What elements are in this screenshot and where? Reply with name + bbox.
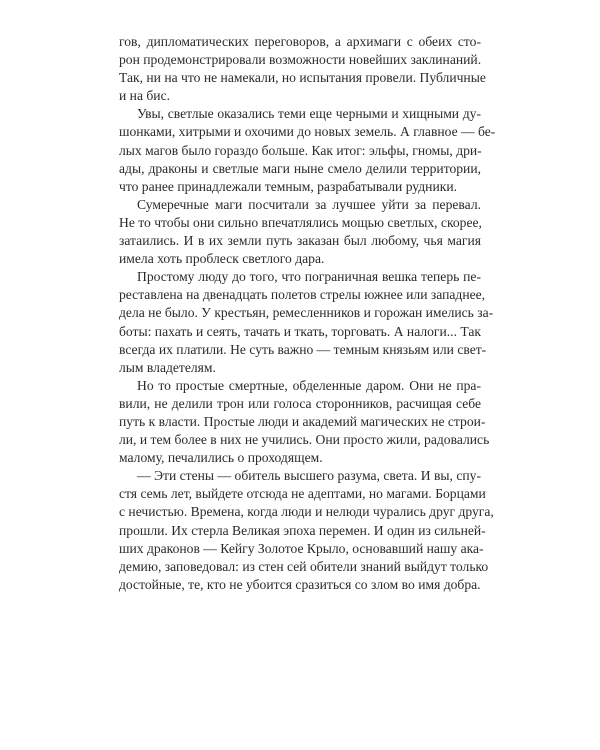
text-line: что ранее принадлежали темным, разрабатывали рудники. [119, 178, 457, 194]
text-line: шонками, хитрыми и охочими до новых земель. А главное — бе- [119, 124, 496, 140]
text-line: Не то чтобы они сильно впечатлялись мощью светлых, скорее, [119, 214, 482, 230]
text-line: Но то простые смертные, обделенные даром. Они не пра- [137, 377, 481, 393]
text-line: с нечистью. Времена, когда люди и нелюди чурались друг друга, [119, 504, 494, 520]
text-line: рон продемонстрировали возможности новейших заклинаний. [119, 52, 482, 68]
text-line: прошли. Их стерла Великая эпоха перемен. И один из сильней- [119, 522, 486, 538]
text-line: и на бис. [119, 88, 171, 104]
paragraph [119, 196, 481, 268]
text-line: лых магов было гораздо больше. Как итог: эльфы, гномы, дри- [119, 142, 482, 158]
paragraph [119, 105, 496, 195]
text-line: Так, ни на что не намекали, но испытания провели. Публичные [119, 70, 486, 86]
text-line: гов, дипломатических переговоров, а архимаги с обеих сто- [119, 34, 481, 49]
text-line: достойные, те, кто не убоится сразиться со злом во имя добра. [119, 576, 481, 592]
paragraph [119, 377, 490, 467]
paragraph [119, 467, 494, 594]
text-line: путь к власти. Простые люди и академий магических не строи- [119, 413, 486, 429]
text-line: малому, печалились о проходящем. [119, 450, 323, 466]
text-line: Сумеречные маги посчитали за лучшее уйти за перевал. [137, 196, 481, 212]
text-line: Простому люду до того, что пограничная вешка теперь пе- [137, 269, 481, 285]
text-line: реставлена на двенадцать полетов стрелы южнее или западнее, [119, 287, 486, 303]
text-line: имела хоть проблеск светлого дара. [119, 251, 325, 267]
text-line: вили, не делили трон или голоса сторонников, расчищая себе [119, 395, 481, 411]
text-line: всегда их платили. Не суть важно — темным князьям или свет- [119, 341, 487, 357]
text-line: ли, и тем более в них не учились. Они просто жили, радовались [119, 432, 490, 448]
text-line: ады, драконы и светлые маги ныне смело делили территории, [119, 160, 481, 176]
text-line: стя семь лет, выйдете отсюда не адептами, но магами. Борцами [119, 486, 486, 502]
text-line: боты: пахать и сеять, тачать и ткать, торговать. А налоги... Так [119, 323, 481, 339]
paragraph [119, 33, 486, 105]
text-line: лым владетелям. [119, 359, 216, 375]
text-line: демию, заповедовал: из стен сей обители знаний выйдут только [119, 558, 489, 574]
text-line: — Эти стены — обитель высшего разума, света. И вы, спу- [137, 468, 481, 484]
text-line: ших драконов — Кейгу Золотое Крыло, основавший нашу ака- [119, 540, 484, 556]
text-line: затаились. И в их земли путь заказан был любому, чья магия [119, 233, 481, 249]
page-text [119, 33, 496, 594]
text-line: Увы, светлые оказались теми еще черными и хищными ду- [137, 106, 481, 122]
paragraph [119, 268, 494, 377]
text-line: дела не было. У крестьян, ремесленников и горожан имелись за- [119, 305, 494, 321]
